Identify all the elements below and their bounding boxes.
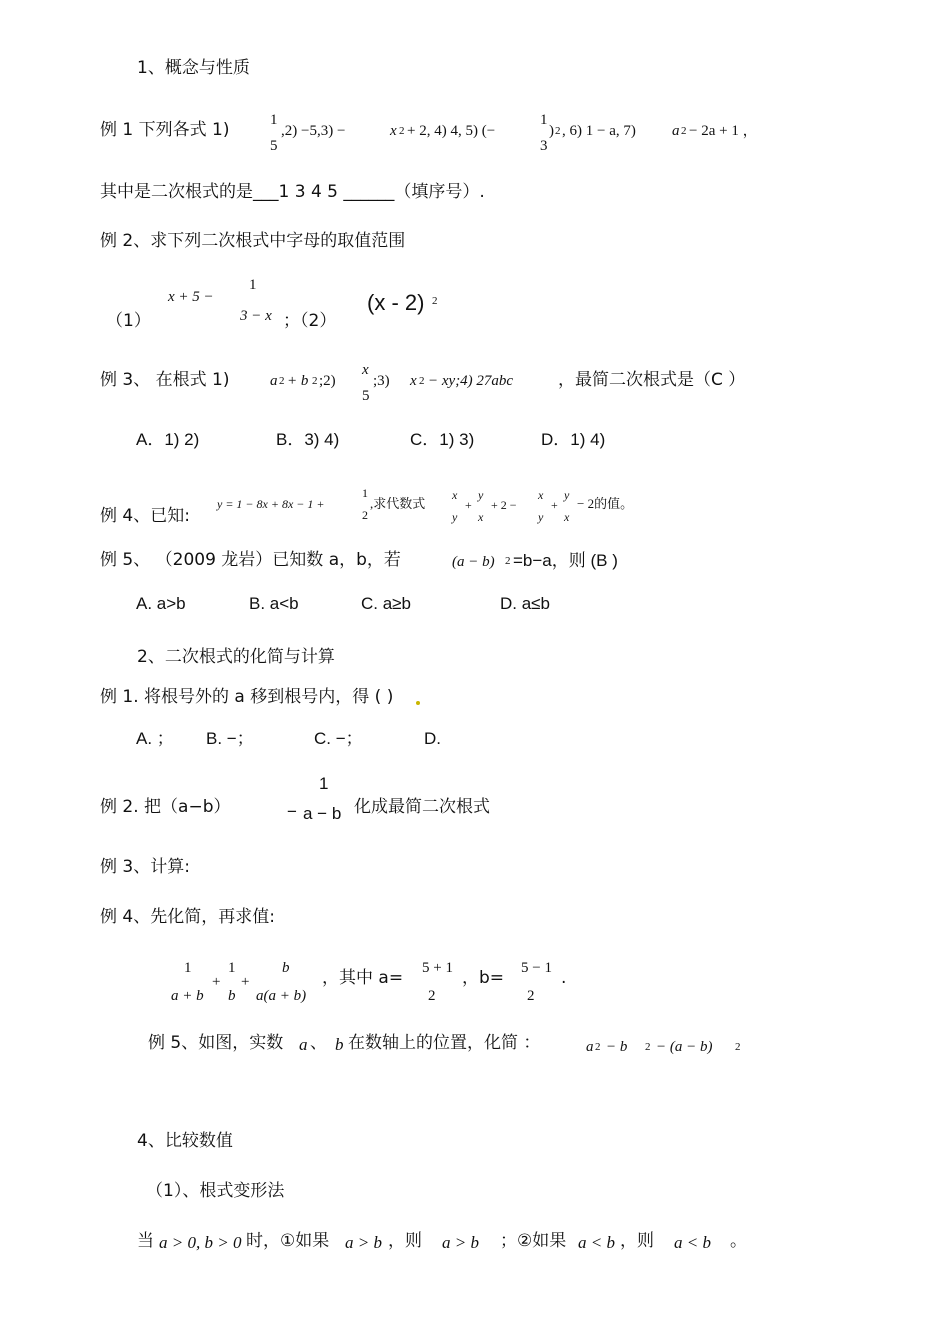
expression-text: (a − b) — [452, 554, 495, 570]
fraction-numerator: x — [452, 488, 458, 502]
option-c: C. −； — [314, 729, 363, 748]
fraction-denominator: 2 — [428, 988, 436, 1004]
exponent: 2 — [419, 375, 425, 387]
expression-text: ;3) — [373, 373, 390, 389]
section-2-example-1: 例 1. 将根号外的 a 移到根号内，得 ( ) — [100, 687, 394, 707]
option-b: B. a<b — [249, 594, 299, 613]
fraction-denominator: y — [452, 510, 458, 524]
expression-text: ;2) — [319, 373, 336, 389]
expression-text: − (a − b) — [656, 1039, 713, 1055]
section-4-subheading: （1）、根式变形法 — [146, 1181, 285, 1201]
expression-text: a > b — [442, 1233, 479, 1252]
fraction-numerator: x — [362, 362, 369, 378]
option-b: B. −； — [206, 729, 254, 748]
exponent: 2 — [555, 125, 561, 137]
condition-text: ，则 — [620, 1231, 654, 1251]
example-1-label: 例 1 下列各式 1) — [100, 120, 230, 140]
part-label: ；（2） — [283, 311, 337, 331]
fraction-numerator: 1 — [362, 486, 368, 500]
fraction-numerator: 1 — [270, 112, 278, 128]
expression-text: y = 1 − 8x + 8x − 1 + — [217, 497, 325, 511]
exponent: 2 — [279, 375, 285, 387]
section-2-heading: 2、二次根式的化简与计算 — [137, 647, 335, 667]
section-2-example-3: 例 3、计算: — [100, 857, 190, 877]
fraction-denominator: x — [478, 510, 484, 524]
fraction-denominator: a + b — [171, 988, 204, 1004]
expression-text: − 2的值。 — [577, 496, 634, 511]
period: . — [561, 968, 567, 988]
exponent: 2 — [432, 295, 438, 307]
section-2-example-2-tail: 化成最简二次根式 — [354, 797, 490, 817]
exponent: 2 — [645, 1041, 651, 1053]
option-c: C．1) 3) — [410, 430, 475, 449]
fraction-numerator: b — [282, 960, 290, 976]
option-d: D．1) 4) — [541, 430, 606, 449]
expression-text: a < b — [674, 1233, 711, 1252]
fraction-denominator: 5 — [362, 388, 370, 404]
condition-text: 当 — [137, 1231, 154, 1251]
example-5-tail: =b−a，则 (B ) — [513, 551, 618, 570]
fraction-denominator: a(a + b) — [256, 988, 307, 1004]
example-3-label: 例 3、 在根式 1) — [100, 370, 230, 390]
variable-a: a — [299, 1035, 308, 1054]
expression-text: x + 5 − — [168, 289, 214, 305]
fraction-numerator: x — [538, 488, 544, 502]
option-a: A．1) 2) — [136, 430, 200, 449]
fraction-numerator: 1 — [184, 960, 192, 976]
fraction-denominator: 3 − x — [240, 308, 272, 324]
fraction-denominator: 3 — [540, 138, 548, 154]
option-a: A. ； — [136, 729, 174, 748]
section-4-heading: 4、比较数值 — [137, 1131, 233, 1151]
operator: + — [241, 974, 250, 990]
fraction-numerator: 1 — [249, 277, 257, 293]
fraction-denominator: 2 — [527, 988, 535, 1004]
expression-text: ,求代数式 — [370, 496, 426, 511]
expression-text: a > b — [345, 1233, 382, 1252]
section-2-example-2-label: 例 2. 把（a−b） — [100, 797, 231, 817]
example-3-tail: ，最简二次根式是（C ） — [558, 370, 746, 390]
fraction-denominator: y — [538, 510, 544, 524]
exponent: 2 — [681, 125, 687, 137]
variable-b: b — [335, 1035, 344, 1054]
expression-variable: a — [672, 123, 680, 139]
exponent: 2 — [735, 1041, 741, 1053]
condition-text: 时，①如果 — [246, 1231, 330, 1251]
expression-variable: x — [410, 373, 417, 389]
option-b: B．3) 4) — [276, 430, 340, 449]
where-text: ，其中 a= — [322, 968, 404, 988]
expression-text: − 2a + 1 ， — [689, 123, 758, 139]
fraction-denominator: 2 — [362, 508, 368, 522]
example-1-answer: 其中是二次根式的是___1 3 4 5 ______（填序号）. — [100, 182, 485, 202]
option-a: A. a>b — [136, 594, 186, 613]
section-2-example-5-mid: 在数轴上的位置，化简 ： — [348, 1033, 541, 1053]
fraction-denominator: x — [564, 510, 570, 524]
fraction-denominator: a − b — [303, 804, 342, 823]
section-1-heading: 1、概念与性质 — [137, 58, 250, 78]
operator: + — [212, 974, 221, 990]
expression-variable: a — [586, 1039, 594, 1055]
expression-text: (x - 2) — [367, 290, 425, 315]
fraction-numerator: y — [564, 488, 570, 502]
section-2-example-4: 例 4、先化简，再求值: — [100, 907, 275, 927]
expression-variable: x — [390, 123, 397, 139]
exponent: 2 — [505, 555, 511, 567]
condition-text: ；②如果 — [500, 1231, 567, 1251]
exponent: 2 — [399, 125, 405, 137]
fraction-numerator: 1 — [228, 960, 236, 976]
where-text: ，b= — [462, 968, 505, 988]
expression-text: , 6) 1 − a, 7) — [562, 123, 636, 139]
example-4-label: 例 4、已知: — [100, 506, 190, 526]
exponent: 2 — [595, 1041, 601, 1053]
expression-text: a > 0, b > 0 — [159, 1233, 242, 1252]
fraction-numerator: 5 + 1 — [422, 960, 453, 976]
expression-text: ) — [549, 123, 554, 139]
expression-text: a < b — [578, 1233, 615, 1252]
fraction-numerator: 1 — [319, 774, 329, 793]
fraction-numerator: y — [478, 488, 484, 502]
operator: + — [551, 498, 558, 512]
condition-text: ，则 — [388, 1231, 422, 1251]
expression-text: − xy;4) 27abc — [428, 373, 514, 389]
expression-text: + b — [287, 373, 309, 389]
exponent: 2 — [312, 375, 318, 387]
fraction-numerator: 1 — [540, 112, 548, 128]
fraction-denominator: b — [228, 988, 236, 1004]
condition-text: 。 — [730, 1231, 747, 1251]
example-2-label: 例 2、求下列二次根式中字母的取值范围 — [100, 231, 406, 251]
highlight-mark — [416, 701, 420, 705]
operator: − — [287, 802, 297, 821]
expression-text: + 2, 4) 4, 5) (− — [407, 123, 496, 139]
fraction-denominator: 5 — [270, 138, 278, 154]
expression-variable: a — [270, 373, 278, 389]
option-d: D. a≤b — [500, 594, 550, 613]
option-d: D. — [424, 729, 441, 748]
separator: 、 — [310, 1033, 327, 1053]
option-c: C. a≥b — [361, 594, 411, 613]
expression-text: − b — [606, 1039, 628, 1055]
operator: + — [465, 498, 472, 512]
expression-text: + 2 − — [491, 498, 517, 512]
part-label: （1） — [106, 311, 151, 331]
section-2-example-5-label: 例 5、如图，实数 — [148, 1033, 284, 1053]
fraction-numerator: 5 − 1 — [521, 960, 552, 976]
example-5-label: 例 5、 （2009 龙岩）已知数 a，b，若 — [100, 550, 401, 570]
expression-text: ,2) −5,3) − — [281, 123, 346, 139]
